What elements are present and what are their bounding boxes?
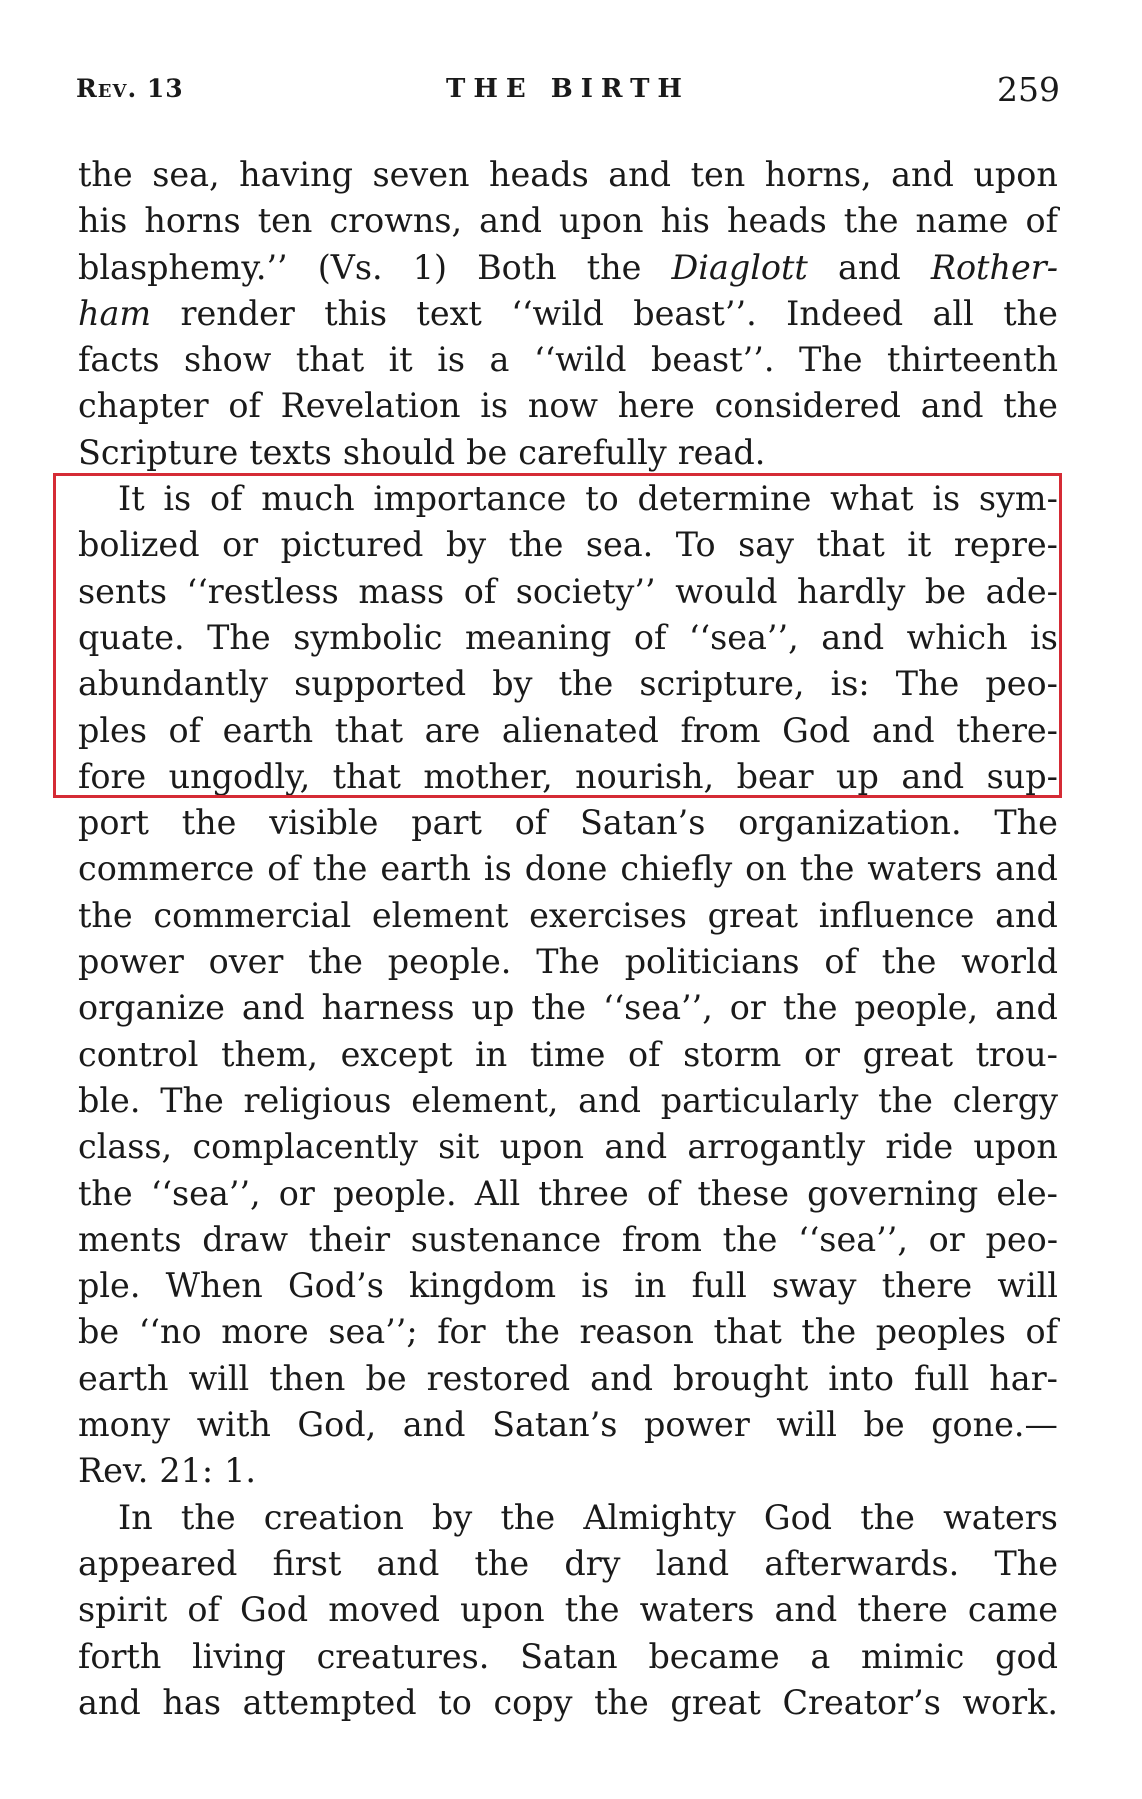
text-line: the commercial element exercises great influence and <box>78 895 1058 935</box>
text-line: It is of much importance to determine what is sym- <box>118 479 1058 519</box>
running-title: THE BIRTH <box>446 74 690 104</box>
text-line: sents ‘‘restless mass of society’’ would hardly be ade- <box>78 571 1058 611</box>
text-line: the sea, having seven heads and ten horns, and upon <box>78 155 1058 194</box>
text-line: be ‘‘no more sea’’; for the reason that the peoples of <box>78 1312 1058 1352</box>
text-line: bolized or pictured by the sea. To say that it repre- <box>78 525 1058 565</box>
text-line: commerce of the earth is done chiefly on the waters and <box>78 849 1058 889</box>
text-line: spirit of God moved upon the waters and there came <box>78 1590 1058 1630</box>
text-line: ple. When God’s kingdom is in full sway there will <box>78 1266 1058 1306</box>
text-line: appeared first and the dry land afterwards. The <box>78 1543 1058 1583</box>
text-line: class, complacently sit upon and arrogantly ride upon <box>78 1127 1058 1167</box>
text-line: abundantly supported by the scripture, is: The peo- <box>78 664 1058 704</box>
body-text <box>78 152 1058 1726</box>
text-line: quate. The symbolic meaning of ‘‘sea’’, and which is <box>78 617 1058 657</box>
page-number: 259 <box>997 70 1060 109</box>
text-line: ments draw their sustenance from the ‘‘sea’’, or peo- <box>78 1219 1058 1259</box>
text-line: Rev. 21: 1. <box>78 1451 257 1491</box>
text-line: Scripture texts should be carefully read. <box>78 432 766 472</box>
text-line: control them, except in time of storm or great trou- <box>78 1034 1058 1074</box>
text-line: ham render this text ‘‘wild beast’’. Indeed all the <box>78 293 1058 333</box>
text-line: power over the people. The politicians of the world <box>78 942 1058 982</box>
text-line: the ‘‘sea’’, or people. All three of these governing ele- <box>78 1173 1058 1213</box>
text-line: forth living creatures. Satan became a mimic god <box>78 1636 1058 1676</box>
text-line: port the visible part of Satan’s organization. The <box>78 803 1058 843</box>
text-line: facts show that it is a ‘‘wild beast’’. The thirteenth <box>78 340 1058 380</box>
text-line: ples of earth that are alienated from God and there- <box>78 710 1058 750</box>
text-line: organize and harness up the ‘‘sea’’, or the people, and <box>78 988 1058 1028</box>
text-line: chapter of Revelation is now here considered and the <box>78 386 1058 426</box>
running-header <box>76 70 1060 110</box>
text-line: In the creation by the Almighty God the waters <box>118 1497 1058 1537</box>
text-line: mony with God, and Satan’s power will be gone.— <box>78 1405 1058 1445</box>
text-line: blasphemy.’’ (Vs. 1) Both the Diaglott and Rother- <box>78 247 1058 287</box>
text-line: and has attempted to copy the great Creator’s work. <box>78 1682 1058 1722</box>
chapter-reference: Rev. 13 <box>76 74 184 103</box>
text-line: his horns ten crowns, and upon his heads the name of <box>78 201 1058 241</box>
text-line: earth will then be restored and brought into full har- <box>78 1358 1058 1398</box>
text-line: ble. The religious element, and particularly the clergy <box>78 1080 1058 1120</box>
text-line: fore ungodly, that mother, nourish, bear up and sup- <box>78 756 1058 796</box>
